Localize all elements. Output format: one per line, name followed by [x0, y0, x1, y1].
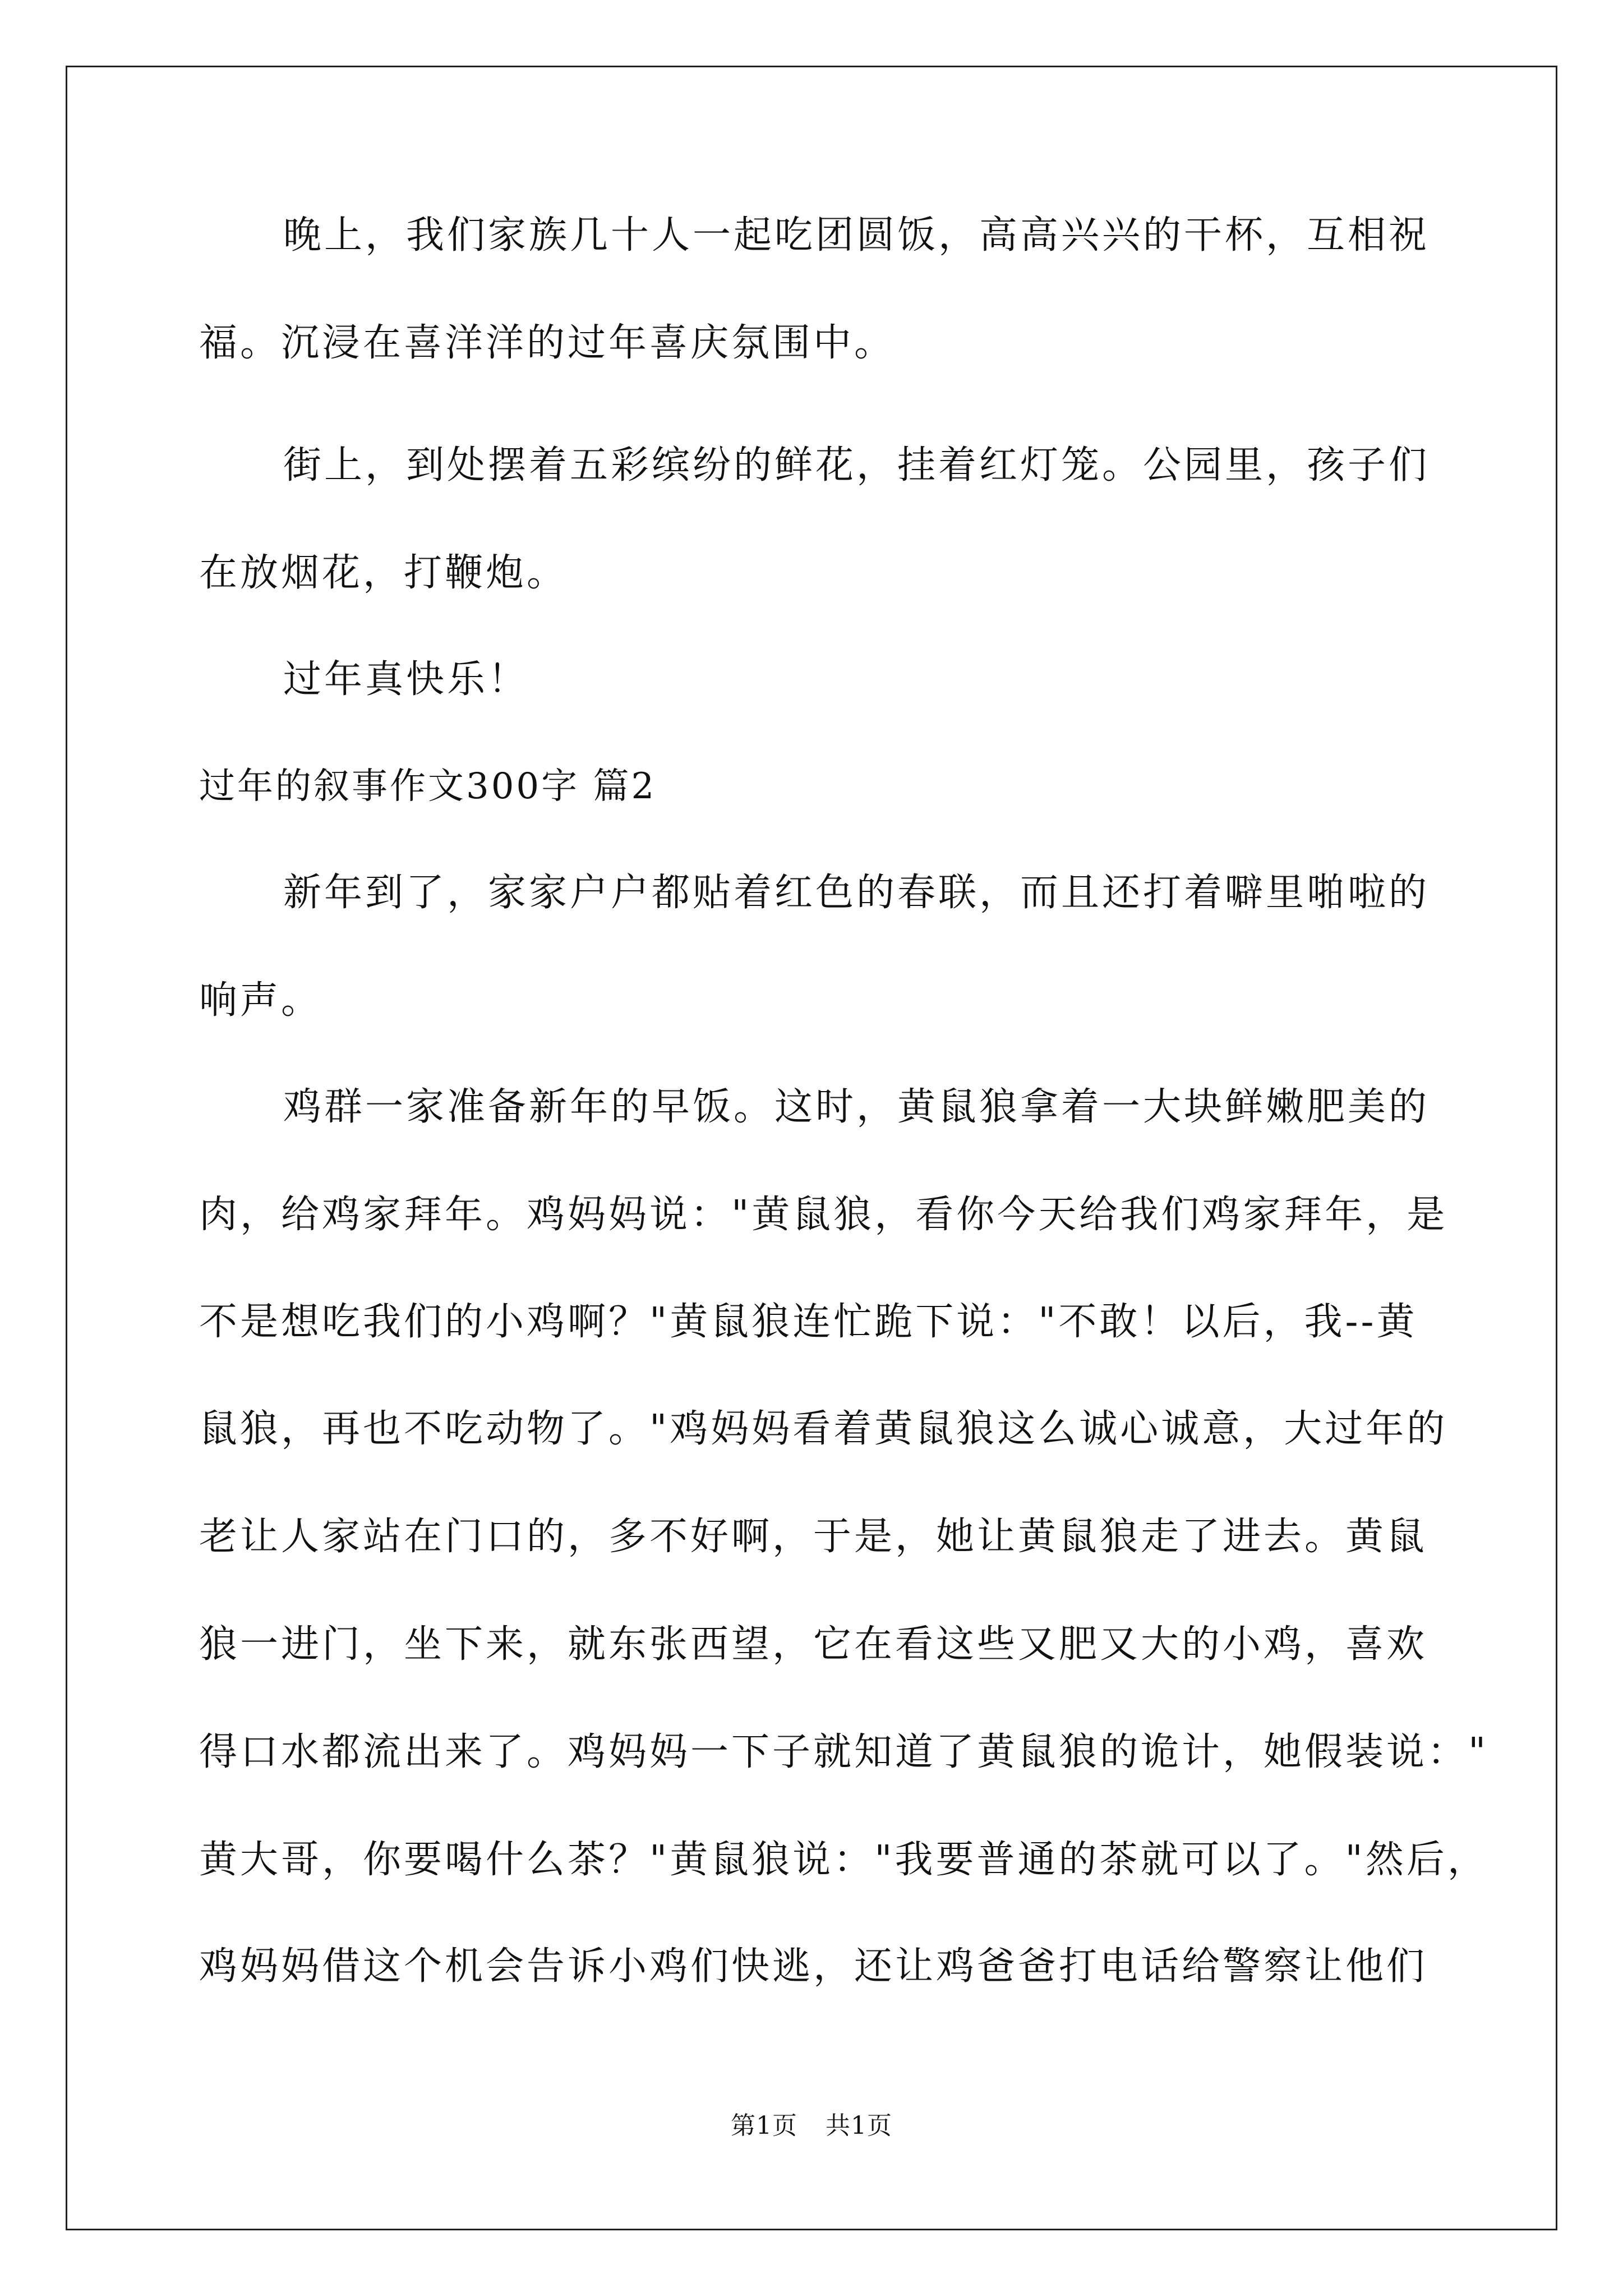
text-line: 肉，给鸡家拜年。鸡妈妈说："黄鼠狼，看你今天给我们鸡家拜年，是 — [199, 1193, 1448, 1237]
text-line: 老让人家站在门口的，多不好啊，于是，她让黄鼠狼走了进去。黄鼠 — [199, 1515, 1428, 1559]
page-number: 第1页 — [731, 2111, 797, 2140]
text-line: 福。沉浸在喜洋洋的过年喜庆氛围中。 — [199, 321, 896, 365]
text-line: 得口水都流出来了。鸡妈妈一下子就知道了黄鼠狼的诡计，她假装说：" — [199, 1730, 1489, 1774]
text-line: 过年真快乐！ — [283, 657, 529, 702]
text-line: 鼠狼，再也不吃动物了。"鸡妈妈看着黄鼠狼这么诚心诚意，大过年的 — [199, 1407, 1448, 1451]
text-line: 街上，到处摆着五彩缤纷的鲜花，挂着红灯笼。公园里，孩子们 — [283, 443, 1430, 487]
text-line: 狼一进门，坐下来，就东张西望，它在看这些又肥又大的小鸡，喜欢 — [199, 1622, 1428, 1667]
text-line: 鸡群一家准备新年的早饭。这时，黄鼠狼拿着一大块鲜嫩肥美的 — [283, 1085, 1430, 1129]
text-line: 响声。 — [199, 978, 322, 1023]
text-line: 不是想吃我们的小鸡啊？"黄鼠狼连忙跪下说："不敢！以后，我--黄 — [199, 1300, 1418, 1344]
page-border — [66, 66, 1557, 2230]
text-line: 黄大哥，你要喝什么茶？"黄鼠狼说："我要普通的茶就可以了。"然后， — [199, 1838, 1488, 1882]
text-line: 在放烟花，打鞭炮。 — [199, 551, 568, 595]
text-line: 鸡妈妈借这个机会告诉小鸡们快逃，还让鸡爸爸打电话给警察让他们 — [199, 1944, 1428, 1989]
text-line: 新年到了，家家户户都贴着红色的春联，而且还打着噼里啪啦的 — [283, 871, 1430, 915]
text-line: 晚上，我们家族几十人一起吃团圆饭，高高兴兴的干杯，互相祝 — [283, 213, 1430, 257]
page-footer — [0, 2110, 1623, 2142]
section-heading: 过年的叙事作文300字 篇2 — [199, 766, 657, 807]
page-total: 共1页 — [826, 2111, 892, 2140]
